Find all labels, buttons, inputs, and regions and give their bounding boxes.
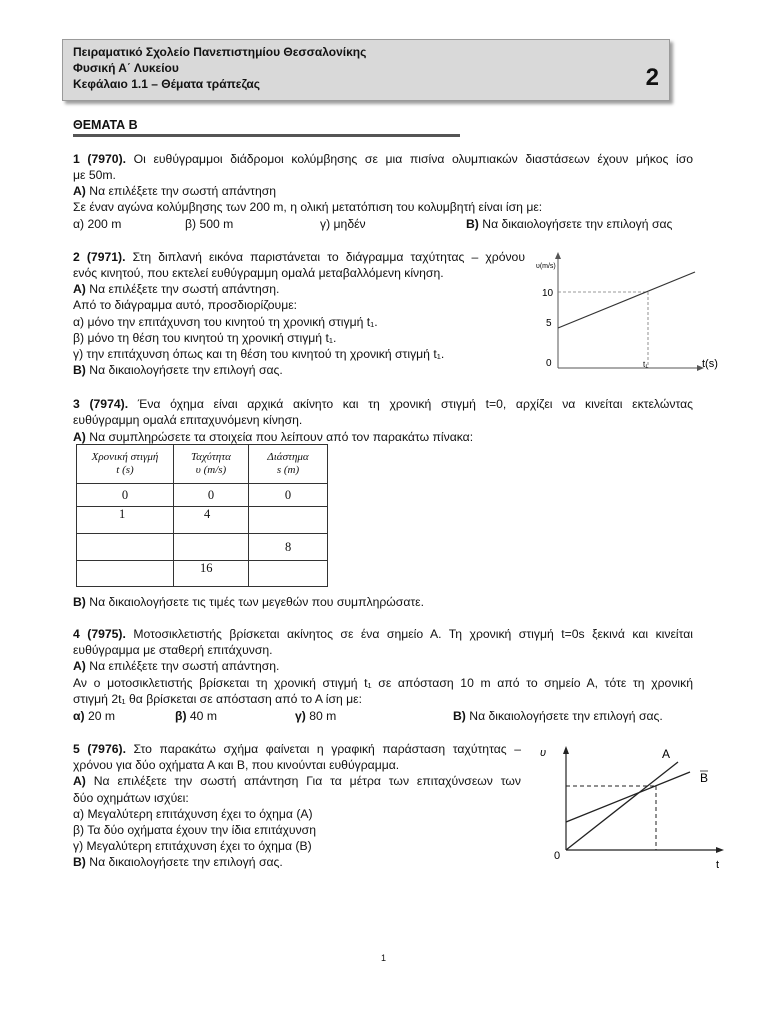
table-row xyxy=(77,561,328,587)
table-cell: 0 xyxy=(77,484,174,507)
table-row xyxy=(77,484,328,507)
q2-line2: ενός κινητού, που εκτελεί ευθύγραμμη ομαλά μεταβαλλόμενη κίνηση. xyxy=(73,266,444,280)
course-name: Φυσική Α΄ Λυκείου xyxy=(73,61,179,75)
table-cell: 1 xyxy=(77,507,174,534)
q1-part-a: Α) Να επιλέξετε την σωστή απάντηση xyxy=(73,184,277,198)
q3-line1: 3 (7974). Ένα όχημα είναι αρχικά ακίνητο και τη χρονική στιγμή t=0, αρχίζει να κινείται εκτελώντας xyxy=(73,397,694,411)
table-header-cell: Ταχύτητα υ (m/s) xyxy=(174,445,249,484)
q4-statement-line2: στιγμή 2t₁ θα βρίσκεται σε απόσταση από το Α ίση με: xyxy=(73,692,362,706)
q1-statement: Σε έναν αγώνα κολύμβησης των 200 m, η ολική μετατόπιση του κολυμβητή είναι ίση με: xyxy=(73,200,543,214)
table-cell xyxy=(249,507,328,534)
q2-t1-label: t₁ xyxy=(643,360,648,369)
q5-label-b: Β xyxy=(700,771,709,785)
document-header xyxy=(62,39,670,101)
q2-option-b: β) μόνο τη θέση του κινητού τη χρονική στιγμή t₁. xyxy=(73,331,337,345)
q4-statement-line1: Αν ο μοτοσικλετιστής βρίσκεται τη χρονική στιγμή t₁ σε απόσταση 10 m από το σημείο Α, τότε τη χρονική xyxy=(73,676,693,690)
table-header-row xyxy=(77,445,328,484)
q1-line2: με 50m. xyxy=(73,168,116,182)
chapter-title: Κεφάλαιο 1.1 – Θέματα τράπεζας xyxy=(73,77,260,91)
q5-option-c: γ) Μεγαλύτερη επιτάχυνση έχει το όχημα (Β) xyxy=(73,839,312,853)
q2-line1: 2 (7971). Στη διπλανή εικόνα παριστάνεται το διάγραμμα ταχύτητας – χρόνου xyxy=(73,250,526,264)
q5-label-a: Α xyxy=(662,747,671,761)
q2-tick-10: 10 xyxy=(542,288,554,299)
q2-tick-5: 5 xyxy=(546,318,552,329)
q1-option-b: β) 500 m xyxy=(185,217,234,231)
table-cell: 4 xyxy=(174,507,249,534)
q3-part-b: Β) Να δικαιολογήσετε τις τιμές των μεγεθών που συμπληρώσατε. xyxy=(73,595,424,609)
school-name: Πειραματικό Σχολείο Πανεπιστημίου Θεσσαλονίκης xyxy=(73,45,367,59)
q4-part-b: Β) Να δικαιολογήσετε την επιλογή σας. xyxy=(453,709,663,723)
q1-line1: 1 (7970). Οι ευθύγραμμοι διάδρομοι κολύμβησης σε μια πισίνα ολυμπιακών διαστάσεων έχουν μήκος ίσο xyxy=(73,152,693,166)
q5-part-b: Β) Να δικαιολογήσετε την επιλογή σας. xyxy=(73,855,283,869)
q5-y-label: υ xyxy=(540,747,547,759)
q4-option-c: γ) 80 m xyxy=(295,709,337,723)
q5-velocity-time-graph xyxy=(530,742,750,876)
q2-option-c: γ) την επιτάχυνση όπως και τη θέση του κινητού τη χρονική στιγμή t₁. xyxy=(73,347,445,361)
table-header-cell: Χρονική στιγμή t (s) xyxy=(77,445,174,484)
q5-option-b: β) Τα δύο οχήματα έχουν την ίδια επιτάχυνση xyxy=(73,823,316,837)
table-cell xyxy=(249,561,328,587)
q1-option-a: α) 200 m xyxy=(73,217,122,231)
table-cell: 0 xyxy=(249,484,328,507)
table-row xyxy=(77,534,328,561)
q1-option-c: γ) μηδέν xyxy=(320,217,366,231)
header-page-number: 2 xyxy=(645,64,659,91)
q5-statement: δύο οχημάτων ισχύει: xyxy=(73,791,189,805)
q5-line1: 5 (7976). Στο παρακάτω σχήμα φαίνεται η γραφική παράσταση ταχύτητας – xyxy=(73,742,521,756)
section-underline xyxy=(73,134,460,137)
table-cell xyxy=(77,534,174,561)
q5-origin-label: 0 xyxy=(554,850,561,862)
page-number: 1 xyxy=(381,953,387,963)
q4-line1: 4 (7975). Μοτοσικλετιστής βρίσκεται ακίνητος σε ένα σημείο Α. Τη χρονική στιγμή t=0s ξεκινά και κινείται xyxy=(73,627,693,641)
q2-origin-label: 0 xyxy=(546,358,552,369)
q2-part-a: Α) Να επιλέξετε την σωστή απάντηση. xyxy=(73,282,280,296)
q5-line-b xyxy=(566,772,690,822)
q3-line2: ευθύγραμμη ομαλά επιταχυνόμενη κίνηση. xyxy=(73,413,303,427)
q4-option-b: β) 40 m xyxy=(175,709,217,723)
q2-part-b: Β) Να δικαιολογήσετε την επιλογή σας. xyxy=(73,363,283,377)
q4-part-a: Α) Να επιλέξετε την σωστή απάντηση. xyxy=(73,659,280,673)
q2-option-a: α) μόνο την επιτάχυνση του κινητού τη χρονική στιγμή t₁. xyxy=(73,315,378,329)
q5-line2: χρόνου για δύο οχήματα Α και Β, που κινούνται ευθύγραμμα. xyxy=(73,758,400,772)
q1-part-b: Β) Να δικαιολογήσετε την επιλογή σας xyxy=(466,217,673,231)
table-cell: 8 xyxy=(249,534,328,561)
q2-velocity-line xyxy=(558,272,695,328)
q2-x-label: t(s) xyxy=(702,358,718,370)
table-cell xyxy=(174,534,249,561)
q5-line-a xyxy=(566,762,678,850)
q2-velocity-time-graph xyxy=(530,248,730,376)
q2-y-arrow xyxy=(555,252,561,259)
q5-y-arrow xyxy=(563,746,569,754)
table-cell xyxy=(77,561,174,587)
table-cell: 0 xyxy=(174,484,249,507)
q3-kinematics-table xyxy=(76,444,328,587)
q5-option-a: α) Μεγαλύτερη επιτάχυνση έχει το όχημα (Α) xyxy=(73,807,313,821)
q5-x-label: t xyxy=(716,859,720,871)
table-row xyxy=(77,507,328,534)
q2-y-label: υ(m/s) xyxy=(536,263,556,270)
q3-part-a: Α) Να συμπληρώσετε τα στοιχεία που λείπουν από τον παρακάτω πίνακα: xyxy=(73,430,474,444)
q4-line2: ευθύγραμμα με σταθερή επιτάχυνση. xyxy=(73,643,273,657)
table-header-cell: Διάστημα s (m) xyxy=(249,445,328,484)
section-title: ΘΕΜΑΤΑ Β xyxy=(73,118,138,132)
q5-x-arrow xyxy=(716,847,724,853)
q4-option-a: α) 20 m xyxy=(73,709,116,723)
q2-statement: Από το διάγραμμα αυτό, προσδιορίζουμε: xyxy=(73,298,298,312)
q5-part-a: Α) Να επιλέξετε την σωστή απάντηση Για τα μέτρα των επιταχύνσεων των xyxy=(73,774,521,788)
table-cell: 16 xyxy=(174,561,249,587)
